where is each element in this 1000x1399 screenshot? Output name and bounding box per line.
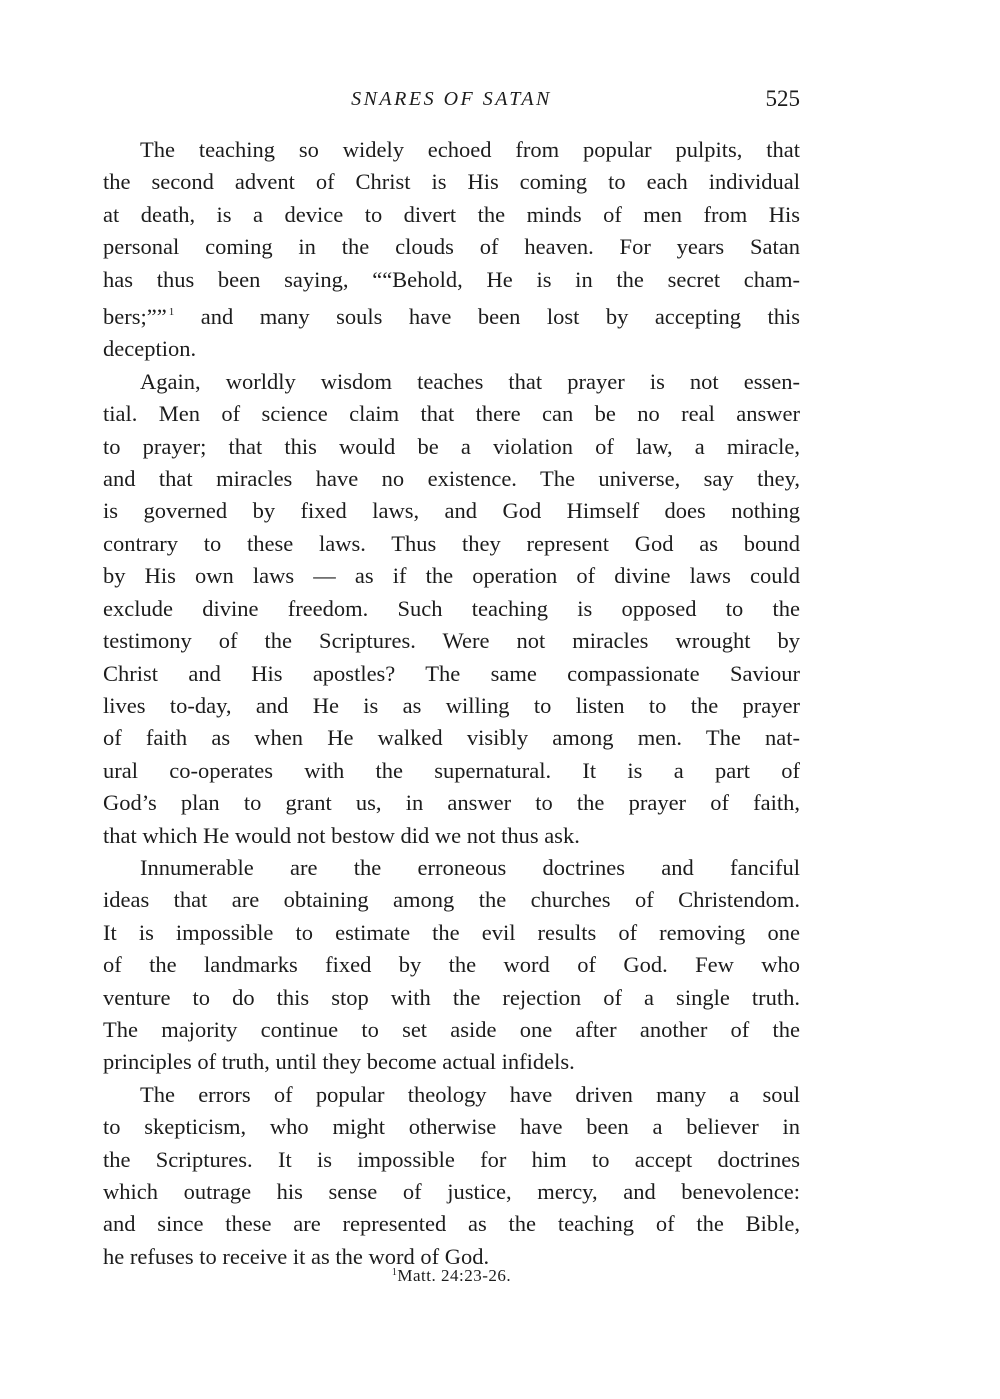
paragraph-4 — [103, 1079, 800, 1273]
footnote — [103, 1266, 800, 1286]
text-line-with-footnote — [103, 296, 800, 333]
body-text — [103, 134, 800, 1273]
running-head — [103, 86, 800, 116]
text-line: testimony of the Scriptures. Were not miracles wrought by — [103, 628, 800, 654]
text-line: by His own laws — as if the operation of divine laws could — [103, 563, 800, 589]
text-line: The majority continue to set aside one after another of the — [103, 1016, 800, 1042]
text-line: venture to do this stop with the rejection of a single truth. — [103, 984, 800, 1010]
running-title: SNARES OF SATAN — [351, 88, 552, 110]
text-line: tial. Men of science claim that there can be no real answer — [103, 401, 800, 427]
paragraph-3 — [103, 852, 800, 1079]
text-line: to prayer; that this would be a violation of law, a miracle, — [103, 433, 800, 459]
text-line: has thus been saying, ““Behold, He is in the secret cham- — [103, 266, 800, 292]
text-line: personal coming in the clouds of heaven. For years Satan — [103, 234, 800, 260]
text-line: of the landmarks fixed by the word of God. Few who — [103, 952, 800, 978]
footnote-marker: 1 — [391, 1267, 398, 1278]
text-line: contrary to these laws. Thus they represent God as bound — [103, 530, 800, 556]
text-line: principles of truth, until they become actual infidels. — [103, 1049, 575, 1075]
footnote-reference: 1 — [168, 306, 175, 319]
text-fragment: and many souls have been lost by accepting this — [200, 304, 801, 330]
text-line: Innumerable are the erroneous doctrines and fanciful — [140, 854, 800, 880]
text-line: and since these are represented as the teaching of the Bible, — [103, 1211, 800, 1237]
text-line: to skepticism, who might otherwise have been a believer in — [103, 1114, 800, 1140]
text-line: which outrage his sense of justice, mercy, and benevolence: — [103, 1179, 800, 1204]
footnote-text: Matt. 24:23-26. — [397, 1266, 512, 1285]
text-line: ideas that are obtaining among the churches of Christendom. — [103, 887, 800, 913]
text-line: The teaching so widely echoed from popular pulpits, that — [140, 137, 800, 162]
text-line: the Scriptures. It is impossible for him to accept doctrines — [103, 1146, 800, 1172]
text-line: and that miracles have no existence. The universe, say they, — [103, 466, 800, 492]
text-line: lives to-day, and He is as willing to listen to the prayer — [103, 692, 800, 718]
text-line: ural co-operates with the supernatural. It is a part of — [103, 757, 800, 783]
text-line: he refuses to receive it as the word of God. — [103, 1243, 490, 1269]
text-line: Christ and His apostles? The same compassionate Saviour — [103, 660, 800, 686]
text-line: that which He would not bestow did we not thus ask. — [103, 822, 580, 848]
text-line: is governed by fixed laws, and God Himself does nothing — [103, 498, 800, 524]
text-line: exclude divine freedom. Such teaching is opposed to the — [103, 595, 800, 621]
text-line: The errors of popular theology have driven many a soul — [140, 1081, 800, 1107]
paragraph-1 — [103, 134, 800, 366]
text-line: God’s plan to grant us, in answer to the prayer of faith, — [103, 790, 800, 816]
page-number: 525 — [765, 86, 800, 111]
text-line: the second advent of Christ is His coming to each individual — [103, 169, 800, 195]
text-line: at death, is a device to divert the minds of men from His — [103, 201, 800, 227]
text-line: deception. — [103, 336, 197, 362]
text-line: It is impossible to estimate the evil results of removing one — [103, 919, 800, 945]
text-line: of faith as when He walked visibly among men. The nat- — [103, 725, 800, 751]
paragraph-2 — [103, 366, 800, 852]
text-line: Again, worldly wisdom teaches that prayer is not essen- — [140, 368, 800, 394]
text-fragment: bers;”” — [103, 304, 167, 330]
